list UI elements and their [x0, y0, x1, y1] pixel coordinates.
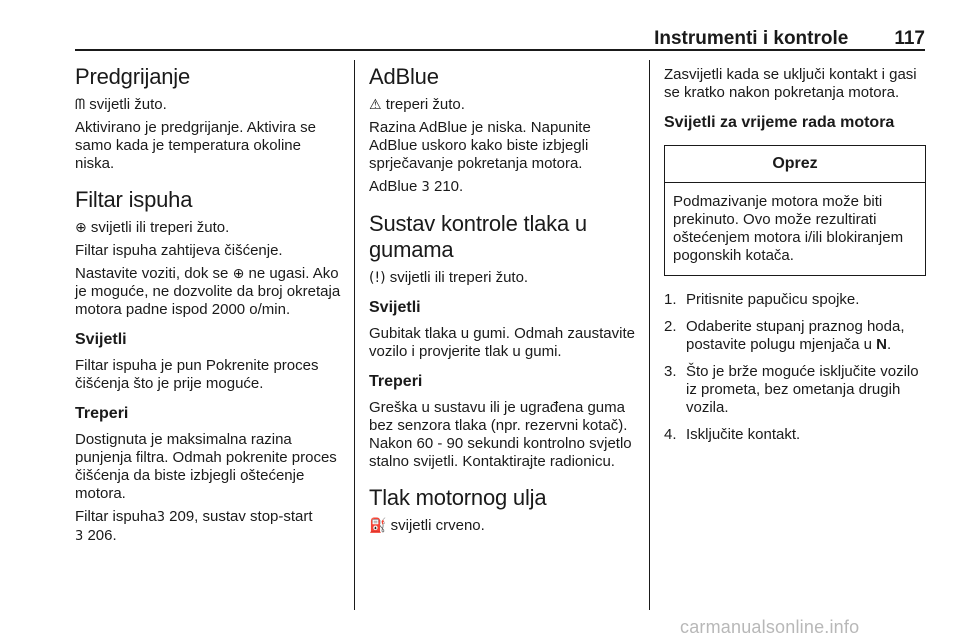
step-number: 2. — [664, 318, 677, 335]
step-number: 1. — [664, 291, 677, 308]
tyre-pressure-icon: (!) — [369, 270, 386, 286]
oil-pressure-desc: Zasvijetli kada se uključi kontakt i gasi se kratko nakon pokretanja motora. — [664, 66, 917, 101]
exhaust-filter-icon: ⊕ — [75, 220, 87, 236]
text: 206. — [83, 527, 117, 544]
page-number: 117 — [894, 28, 925, 49]
step-number: 4. — [664, 426, 677, 443]
cross-references — [75, 508, 341, 546]
heading-svijetli: Svijetli — [369, 299, 421, 316]
caution-body: Podmazivanje motora može biti prekinuto. Ovo može rezultirati oštećenjem motora i/ili blokiranjem pogonskih kotača. — [673, 193, 904, 264]
text: Nastavite voziti, dok se — [75, 265, 233, 282]
list-item — [664, 291, 928, 309]
page-header — [75, 28, 925, 50]
svijetli-desc: Gubitak tlaka u gumi. Odmah zaustavite vozilo i provjerite tlak u gumi. — [369, 325, 635, 360]
list-item — [664, 426, 928, 444]
page-ref-arrow-icon: 3 — [421, 180, 430, 195]
adblue-status — [369, 96, 635, 114]
list-item — [664, 363, 928, 417]
heading-adblue: AdBlue — [369, 64, 439, 89]
text: Isključite kontakt. — [686, 426, 801, 443]
page-ref-arrow-icon: 3 — [156, 510, 165, 525]
text: AdBlue — [369, 178, 422, 195]
exhaust-filter-icon: ⊕ — [232, 266, 245, 282]
oil-pressure-status — [369, 517, 635, 535]
step-text — [686, 426, 928, 444]
status-text: svijetli crveno. — [386, 517, 485, 534]
heading-predgrijanje: Predgrijanje — [75, 64, 191, 89]
header-rule — [75, 49, 925, 51]
text: Odaberite stupanj praznog hoda, postavite polugu mjenjača u — [686, 318, 905, 353]
svijetli-desc: Filtar ispuha je pun Pokrenite proces čišćenja što je prije moguće. — [75, 357, 319, 392]
text: . — [886, 336, 892, 353]
filtar-desc: Filtar ispuha zahtijeva čišćenje. — [75, 242, 283, 259]
predgrijanje-desc: Aktivirano je predgrijanje. Aktivira se samo kada je temperatura okoline niska. — [75, 119, 316, 172]
filtar-instructions — [75, 265, 341, 319]
heading-filtar-ispuha: Filtar ispuha — [75, 187, 193, 212]
caution-box — [664, 145, 926, 276]
text: 209, sustav stop-start — [164, 508, 313, 525]
heading-treperi: Treperi — [75, 405, 129, 422]
status-text: treperi žuto. — [381, 96, 465, 113]
column-1 — [75, 62, 341, 546]
heading-treperi: Treperi — [369, 373, 423, 390]
adblue-desc: Razina AdBlue je niska. Napunite AdBlue uskoro kako biste izbjegli sprječavanje pokretanja motora. — [369, 119, 591, 172]
predgrijanje-status — [75, 96, 341, 114]
text: ne ugasi. Ako je moguće, ne dozvolite da broj okretaja motora padne ispod 2000 o/min. — [75, 265, 341, 318]
text: 210. — [429, 178, 464, 195]
treperi-desc: Greška u sustavu ili je ugrađena guma bez senzora tlaka (npr. rezervni kotač). Nakon 60 - 90 sekundi kontrolno svjetlo stalno svijetli. Kontaktirajte radionicu. — [369, 399, 632, 470]
adblue-icon: ⚠ — [369, 97, 382, 113]
adblue-ref — [369, 178, 635, 197]
filtar-status — [75, 219, 341, 237]
status-text: svijetli ili treperi žuto. — [86, 219, 230, 236]
list-item — [664, 318, 928, 354]
watermark[interactable]: carmanualsonline.info — [680, 617, 860, 637]
column-divider-1 — [354, 60, 355, 610]
steps-list — [664, 291, 928, 444]
tyre-pressure-status — [369, 269, 635, 287]
step-text — [686, 318, 928, 354]
heading-tyre-pressure: Sustav kontrole tlaka u gumama — [369, 211, 587, 262]
treperi-desc: Dostignuta je maksimalna razina punjenja filtra. Odmah pokrenite proces čišćenja da biste izbjegli oštećenje motora. — [75, 431, 337, 502]
heading-oil-pressure: Tlak motornog ulja — [369, 485, 547, 510]
text: Što je brže moguće isključite vozilo iz prometa, bez ometanja drugih vozila. — [686, 363, 919, 416]
glow-plug-icon: ᗰ — [75, 97, 86, 113]
page-ref-arrow-icon: 3 — [75, 529, 84, 544]
gear-neutral: N — [876, 336, 887, 353]
column-3 — [664, 62, 928, 453]
column-divider-2 — [649, 60, 650, 610]
text: Pritisnite papučicu spojke. — [686, 291, 860, 308]
status-text: svijetli žuto. — [85, 96, 167, 113]
heading-running-engine: Svijetli za vrijeme rada motora — [664, 114, 895, 131]
step-text — [686, 291, 928, 309]
status-text: svijetli ili treperi žuto. — [385, 269, 529, 286]
chapter-title: Instrumenti i kontrole — [654, 28, 849, 49]
caution-title: Oprez — [665, 146, 925, 183]
oil-can-icon: ⛽ — [369, 518, 387, 534]
step-text — [686, 363, 928, 417]
column-2 — [369, 62, 635, 535]
text: Filtar ispuha — [75, 508, 157, 525]
heading-svijetli: Svijetli — [75, 331, 127, 348]
step-number: 3. — [664, 363, 677, 380]
